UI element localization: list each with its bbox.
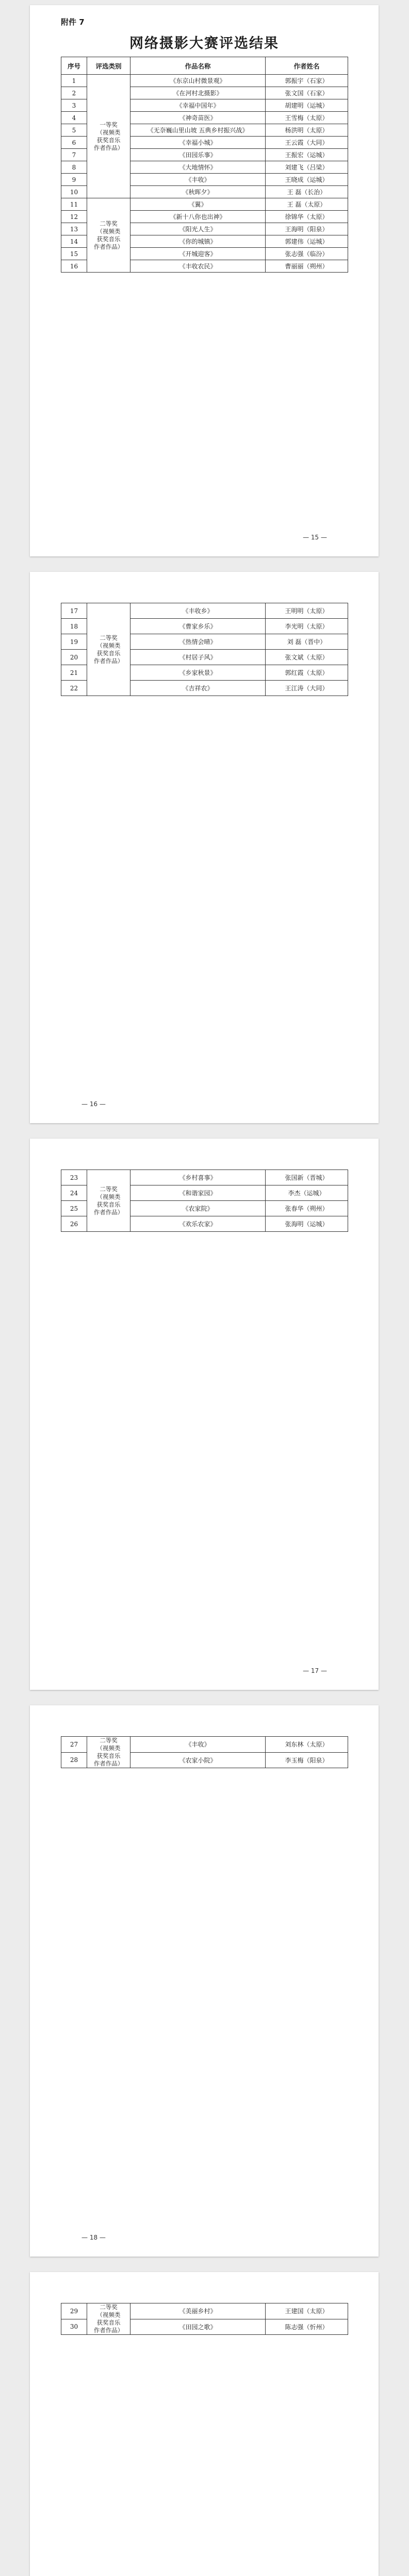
entry-author: 王海明（阳泉） [266, 223, 348, 235]
row-index: 19 [61, 634, 87, 650]
award-category-line: （视频类 [96, 1744, 121, 1752]
entry-author: 张文斌（太原） [266, 650, 348, 665]
row-index: 17 [61, 603, 87, 619]
award-category-line: 获奖音乐 [96, 2319, 121, 2326]
page-2 [30, 572, 379, 1123]
entry-author: 王雪梅（太原） [266, 112, 348, 124]
entry-author: 王晓成（运城） [266, 174, 348, 186]
entry-author: 王 磊（太原） [266, 198, 348, 211]
entry-title: 《田园之歌》 [130, 2319, 266, 2335]
entry-title: 《欢乐农家》 [130, 1216, 266, 1232]
award-category-line: 作者作品） [93, 243, 124, 250]
award-category-line: 获奖音乐 [96, 1752, 121, 1759]
entry-title: 《农家小院》 [130, 1752, 266, 1768]
award-category-line: 二等奖 [100, 1737, 118, 1744]
row-index: 25 [61, 1201, 87, 1216]
entry-author: 王江涛（大同） [266, 681, 348, 696]
row-index: 27 [61, 1737, 87, 1753]
row-index: 20 [61, 650, 87, 665]
award-category-line: （视频类 [96, 227, 121, 235]
entry-author: 张海明（运城） [266, 1216, 348, 1232]
row-index: 8 [61, 161, 87, 174]
entry-author: 李光明（太原） [266, 619, 348, 634]
results-table [61, 57, 348, 273]
entry-title: 《幸福中国年》 [130, 99, 266, 112]
entry-title: 《大地情怀》 [130, 161, 266, 174]
entry-title: 《村居子风》 [130, 650, 266, 665]
row-index: 21 [61, 665, 87, 681]
entry-title: 《开城迎客》 [130, 248, 266, 260]
row-index: 2 [61, 87, 87, 99]
entry-author: 杨洪明（太原） [266, 124, 348, 137]
table-row [61, 75, 348, 87]
entry-author: 张文国（石家） [266, 87, 348, 99]
table-row [61, 198, 348, 211]
page-1 [30, 5, 379, 556]
entry-title: 《你的城镇》 [130, 235, 266, 248]
entry-author: 王明明（太原） [266, 603, 348, 619]
row-index: 30 [61, 2319, 87, 2335]
award-category-line: 作者作品） [93, 1760, 124, 1767]
entry-title: 《丰收》 [130, 174, 266, 186]
award-category-line: 作者作品） [93, 657, 124, 665]
entry-title: 《美丽乡村》 [130, 2303, 266, 2319]
page-3 [30, 1139, 379, 1690]
award-category [87, 1737, 130, 1768]
entry-title: 《秋晖夕》 [130, 186, 266, 198]
row-index: 15 [61, 248, 87, 260]
row-index: 10 [61, 186, 87, 198]
table-row [61, 2303, 348, 2319]
row-index: 5 [61, 124, 87, 137]
entry-title: 《神奇苗医》 [130, 112, 266, 124]
award-category-line: 作者作品） [93, 1208, 124, 1216]
entry-author: 张春华（朔州） [266, 1201, 348, 1216]
page-number: — 16 — [81, 1100, 106, 1108]
row-index: 3 [61, 99, 87, 112]
page-number: — 15 — [303, 534, 327, 541]
row-index: 11 [61, 198, 87, 211]
award-category-line: 获奖音乐 [96, 136, 121, 144]
entry-title: 《丰收乡》 [130, 603, 266, 619]
entry-title: 《阳光人生》 [130, 223, 266, 235]
results-table [61, 603, 348, 696]
row-index: 24 [61, 1185, 87, 1201]
entry-title: 《和谐家园》 [130, 1185, 266, 1201]
entry-author: 郭红霞（太原） [266, 665, 348, 681]
entry-title: 《无奈巍山里山坡 五典乡村振兴战》 [130, 124, 266, 137]
header-title: 作品名称 [130, 57, 266, 75]
award-category-line: 获奖音乐 [96, 1200, 121, 1208]
row-index: 6 [61, 137, 87, 149]
entry-title: 《乡家秋景》 [130, 665, 266, 681]
entry-title: 《在河村北摄影》 [130, 87, 266, 99]
row-index: 4 [61, 112, 87, 124]
row-index: 16 [61, 260, 87, 273]
entry-author: 胡建明（运城） [266, 99, 348, 112]
row-index: 14 [61, 235, 87, 248]
header-index: 序号 [61, 57, 87, 75]
entry-author: 郭振宇（石家） [266, 75, 348, 87]
page-4 [30, 1705, 379, 2257]
entry-author: 刘建飞（吕梁） [266, 161, 348, 174]
results-table [61, 1736, 348, 1768]
entry-author: 张志强（临汾） [266, 248, 348, 260]
row-index: 18 [61, 619, 87, 634]
award-category [87, 2303, 130, 2335]
entry-author: 刘 磊（晋中） [266, 634, 348, 650]
entry-title: 《吉祥农》 [130, 681, 266, 696]
table-row [61, 603, 348, 619]
award-category-line: 二等奖 [100, 634, 118, 641]
entry-title: 《农家院》 [130, 1201, 266, 1216]
entry-author: 曹丽丽（朔州） [266, 260, 348, 273]
page-number: — 18 — [81, 2234, 106, 2241]
header-author: 作者姓名 [266, 57, 348, 75]
award-category-line: （视频类 [96, 128, 121, 136]
row-index: 23 [61, 1170, 87, 1185]
entry-author: 陈志强（忻州） [266, 2319, 348, 2335]
page-title: 网络摄影大赛评选结果 [129, 36, 279, 52]
award-category-line: （视频类 [96, 2311, 121, 2318]
page-5 [30, 2272, 379, 2576]
award-category [87, 198, 130, 273]
award-category-line: 二等奖 [100, 219, 118, 227]
table-row [61, 1737, 348, 1753]
entry-author: 李杰（运城） [266, 1185, 348, 1201]
entry-title: 《翼》 [130, 198, 266, 211]
entry-title: 《曹家乡乐》 [130, 619, 266, 634]
award-category-line: （视频类 [96, 1193, 121, 1200]
entry-title: 《乡村喜事》 [130, 1170, 266, 1185]
row-index: 22 [61, 681, 87, 696]
award-category-line: 二等奖 [100, 1185, 118, 1193]
award-category [87, 75, 130, 198]
row-index: 28 [61, 1752, 87, 1768]
table-row [61, 1170, 348, 1185]
award-category [87, 603, 130, 696]
page-number: — 17 — [303, 1667, 327, 1674]
row-index: 9 [61, 174, 87, 186]
award-category [87, 1170, 130, 1232]
entry-author: 郭建伟（运城） [266, 235, 348, 248]
results-table [61, 1170, 348, 1232]
entry-author: 刘东林（太原） [266, 1737, 348, 1753]
award-category-line: （视频类 [96, 641, 121, 649]
entry-author: 王振宏（运城） [266, 149, 348, 161]
entry-author: 王云霞（大同） [266, 137, 348, 149]
entry-title: 《田园乐事》 [130, 149, 266, 161]
entry-author: 李玉梅（阳泉） [266, 1752, 348, 1768]
row-index: 7 [61, 149, 87, 161]
attachment-label: 附件 7 [61, 18, 85, 27]
entry-title: 《丰收农民》 [130, 260, 266, 273]
entry-author: 王 磊（长治） [266, 186, 348, 198]
entry-title: 《丰收》 [130, 1737, 266, 1753]
entry-title: 《热情会晴》 [130, 634, 266, 650]
award-category-line: 一等奖 [100, 121, 118, 128]
award-category-line: 作者作品） [93, 2327, 124, 2334]
header-category: 评选类别 [87, 57, 130, 75]
row-index: 12 [61, 211, 87, 223]
entry-title: 《东京山村微景观》 [130, 75, 266, 87]
row-index: 29 [61, 2303, 87, 2319]
award-category-line: 作者作品） [93, 144, 124, 151]
results-table [61, 2303, 348, 2335]
award-category-line: 获奖音乐 [96, 649, 121, 657]
entry-author: 徐锦华（太原） [266, 211, 348, 223]
award-category-line: 获奖音乐 [96, 235, 121, 243]
entry-title: 《幸福小城》 [130, 137, 266, 149]
entry-author: 张国新（晋城） [266, 1170, 348, 1185]
entry-author: 王建国（太原） [266, 2303, 348, 2319]
row-index: 26 [61, 1216, 87, 1232]
row-index: 13 [61, 223, 87, 235]
award-category-line: 二等奖 [100, 2303, 118, 2311]
entry-title: 《新十八你也出神》 [130, 211, 266, 223]
row-index: 1 [61, 75, 87, 87]
